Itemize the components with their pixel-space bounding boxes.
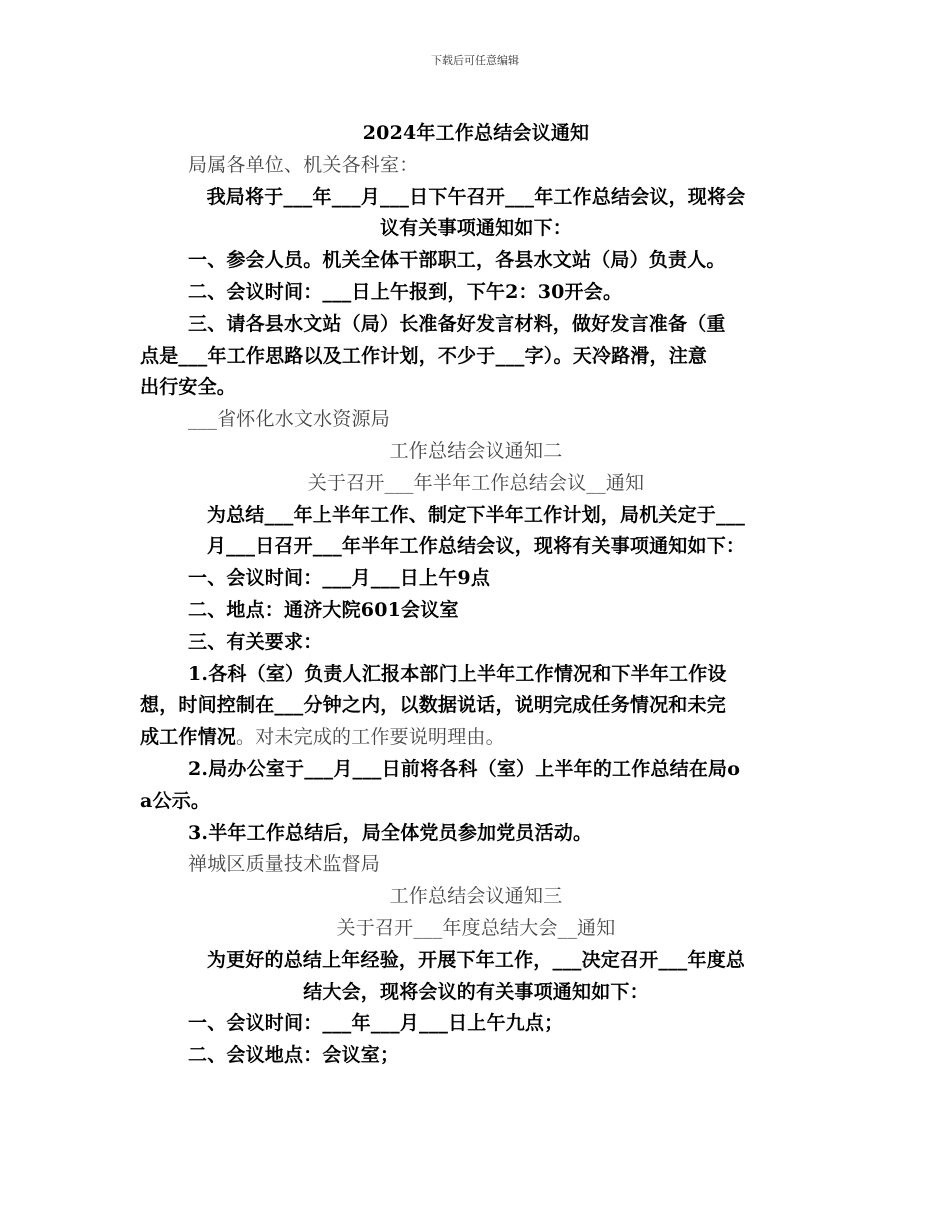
text-line: [140, 531, 812, 563]
text-line-content: 关于召开___年半年工作总结会议__通知: [307, 471, 645, 494]
text-line-content: 1.各科（室）负责人汇报本部门上半年工作情况和下半年工作设: [188, 662, 727, 685]
text-line: [140, 500, 812, 532]
text-line: [140, 309, 812, 341]
text-line-content: 我局将于___年___月___日下午召开___年工作总结会议，现将会: [206, 185, 746, 208]
text-line: [140, 977, 812, 1009]
text-line-content: 禅城区质量技术监督局: [188, 853, 381, 876]
text-line: [140, 436, 812, 468]
text-line: [140, 182, 812, 214]
text-line-content: 为更好的总结上年经验，开展下年工作，___决定召开___年度总: [206, 948, 746, 971]
text-line-content: 三、请各县水文站（局）长准备好发言材料，做好发言准备（重: [188, 312, 726, 335]
document-body: [140, 118, 812, 1072]
text-line-content: 结大会，现将会议的有关事项通知如下：: [303, 980, 649, 1003]
text-line-content: 想，时间控制在___分钟之内，以数据说话，说明完成任务情况和未完: [140, 694, 726, 717]
text-line-content: 3.半年工作总结后，局全体党员参加党员活动。: [188, 821, 593, 844]
text-line-content: 一、会议时间：___年___月___日上午九点；: [188, 1012, 564, 1035]
text-line-content: 二、会议时间：___日上午报到，下午2：30开会。: [188, 280, 623, 303]
text-line-content: 成工作情况: [140, 726, 237, 749]
text-line-content: 工作总结会议通知二: [389, 439, 563, 462]
text-line-content: 关于召开___年度总结大会__通知: [336, 916, 616, 939]
text-line: [140, 118, 812, 150]
text-line-content: 工作总结会议通知三: [389, 885, 563, 908]
text-line: [140, 818, 812, 850]
text-line-content: 一、会议时间：___月___日上午9点: [188, 567, 491, 590]
text-line-content: 一、参会人员。机关全体干部职工，各县水文站（局）负责人。: [188, 249, 726, 272]
text-line-content: 二、会议地点：会议室；: [188, 1044, 400, 1067]
text-line-content: 议有关事项通知如下：: [379, 217, 572, 240]
text-line: [140, 277, 812, 309]
text-line-content: 为总结___年上半年工作、制定下半年工作计划，局机关定于___: [206, 503, 746, 526]
text-line: [140, 881, 812, 913]
text-line-content: a公示。: [140, 789, 211, 812]
text-line: [140, 341, 812, 373]
text-line-content: 月___日召开___年半年工作总结会议，现将有关事项通知如下：: [206, 535, 746, 558]
text-line-content: 二、地点：通济大院601会议室: [188, 598, 459, 621]
text-line: [140, 1040, 812, 1072]
text-line: [140, 563, 812, 595]
text-line: [140, 627, 812, 659]
text-line-content: 三、有关要求：: [188, 630, 323, 653]
text-line: [140, 659, 812, 691]
text-line: [140, 595, 812, 627]
text-line-content: 局属各单位、机关各科室：: [188, 153, 419, 176]
text-line-content: ___省怀化水文水资源局: [188, 408, 390, 431]
text-line: [140, 213, 812, 245]
text-line: [140, 404, 812, 436]
text-line: [140, 849, 812, 881]
text-line-content: 2024年工作总结会议通知: [362, 122, 590, 144]
text-line-content: 点是___年工作思路以及工作计划，不少于___字）。天冷路滑，注意: [140, 344, 708, 367]
text-line: [140, 945, 812, 977]
text-line-tail: 。对未完成的工作要说明理由。: [236, 726, 505, 749]
text-line: [140, 754, 812, 786]
text-line: [140, 150, 812, 182]
text-line-content: 出行安全。: [140, 376, 237, 399]
text-line: [140, 1008, 812, 1040]
text-line-content: 2.局办公室于___月___日前将各科（室）上半年的工作总结在局o: [188, 757, 741, 780]
text-line: [140, 245, 812, 277]
text-line: [140, 913, 812, 945]
text-line: [140, 690, 812, 722]
text-line: [140, 786, 812, 818]
page-header: 下载后可任意编辑: [431, 54, 519, 67]
text-line: [140, 372, 812, 404]
text-line: [140, 722, 812, 754]
text-line: [140, 468, 812, 500]
